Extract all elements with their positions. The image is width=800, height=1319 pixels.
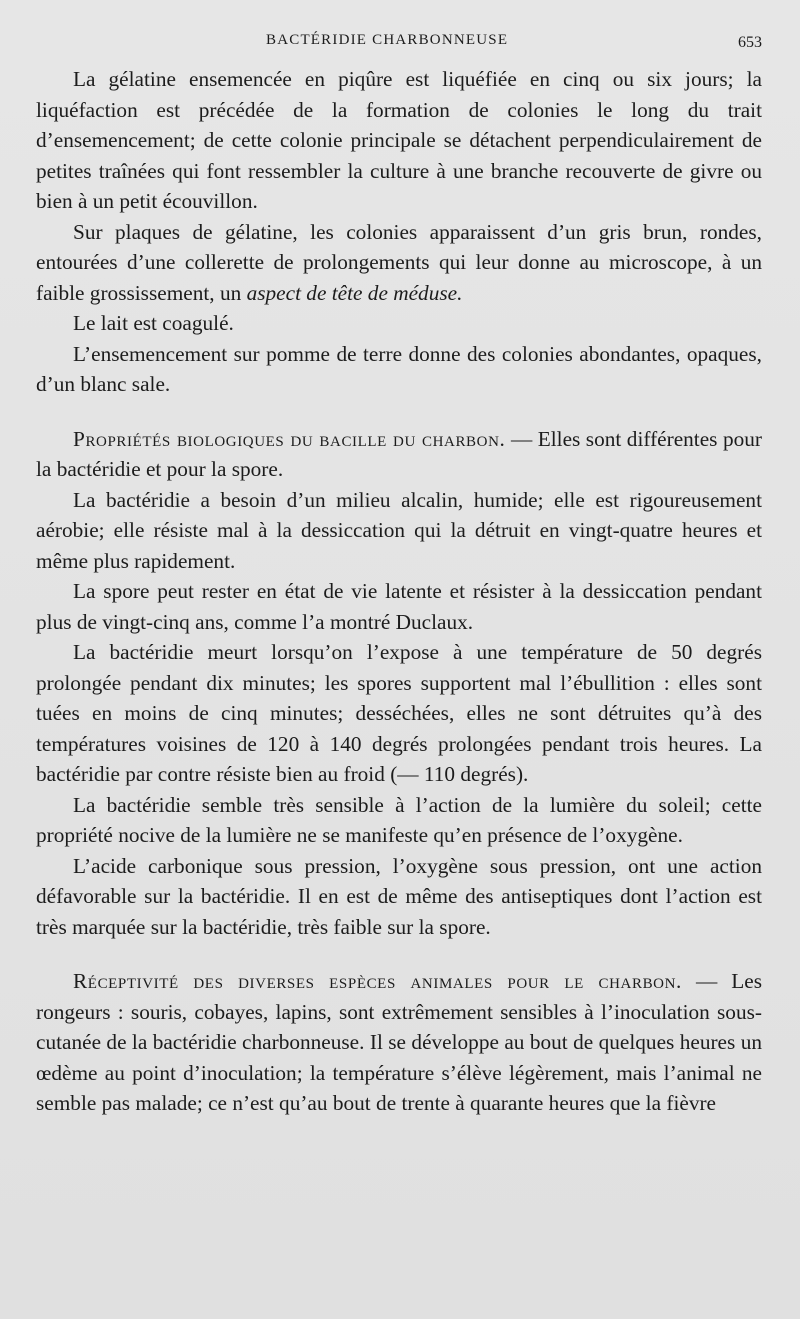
section-biological-properties: [36, 424, 762, 943]
page-number: 653: [738, 34, 762, 51]
paragraph-spore-latency: La spore peut rester en état de vie latente et résister à la dessiccation pendant plus de vingt-cinq ans, comme l’a montré Duclaux.: [36, 579, 762, 634]
paragraph-sunlight: La bactéridie semble très sensible à l’action de la lumière du soleil; cette propriété nocive de la lumière ne se manifeste qu’en présence de l’oxygène.: [36, 792, 762, 847]
heading-dash: —: [681, 969, 732, 993]
section-heading-receptivity: Réceptivité des diverses espèces animales pour le charbon.: [73, 969, 682, 993]
section-receptivity: [36, 966, 762, 1119]
section-properties-intro: [36, 424, 762, 485]
paragraph-gelatin-plates-text: Sur plaques de gélatine, les colonies apparaissent d’un gris brun, rondes, entourées d’une collerette de prolongements qui leur donne au microscope, à un faible grossissement, un: [36, 219, 762, 305]
emphasis-medusa-head: aspect de tête de méduse.: [246, 280, 463, 305]
paragraph-gelatin-plates: [36, 217, 762, 309]
paragraph-gelatin-stab: La gélatine ensemencée en piqûre est liquéfiée en cinq ou six jours; la liquéfaction est précédée de la formation de colonies le long du trait d’ensemencement; de cette colonie principale se détachent perpendiculairement de petites traînées qui font ressembler la culture à une branche recouverte de givre ou bien à un petit écouvillon.: [36, 67, 762, 213]
body-text: [36, 64, 762, 1119]
section-heading-biological-properties: Propriétés biologiques du bacille du charbon.: [73, 426, 506, 451]
paragraph-potato: L’ensemencement sur pomme de terre donne des colonies abondantes, opaques, d’un blanc sale.: [36, 341, 762, 396]
paragraph-milk: Le lait est coagulé.: [73, 311, 234, 335]
running-title: BACTÉRIDIE CHARBONNEUSE: [266, 32, 509, 48]
paragraph-temperature: La bactéridie meurt lorsqu’on l’expose à une température de 50 degrés prolongée pendant dix minutes; les spores supportent mal l’ébullition : elles sont tuées en moins de cinq minutes; desséchées, elles ne sont détruites qu’à des températures voisines de 120 à 140 degrés prolongées pendant trois heures. La bactéridie par contre résiste bien au froid (— 110 degrés).: [36, 640, 762, 786]
paragraph-carbonic-acid: L’acide carbonique sous pression, l’oxygène sous pression, ont une action défavorable sur la bactéridie. Il en est de même des antiseptiques dont l’action est très marquée sur la bactéridie, très faible sur la spore.: [36, 853, 762, 939]
page-header: [36, 26, 762, 56]
section-properties-lead: Elles sont différentes pour la bactéridie et pour la spore.: [36, 426, 762, 481]
heading-dash: —: [505, 426, 538, 451]
paragraph-alkaline-medium: La bactéridie a besoin d’un milieu alcalin, humide; elle est rigoureusement aérobie; elle résiste mal à la dessiccation qui la détruit en vingt-quatre heures et même plus rapidement.: [36, 487, 762, 573]
section-receptivity-lead: Les rongeurs : souris, cobayes, lapins, sont extrêmement sensibles à l’inoculation sous-cutanée de la bactéridie charbonneuse. Il se développe au bout de quelques heures un œdème au point d’inoculation; la température s’élève légèrement, mais l’animal ne semble pas malade; ce n’est qu’au bout de trente à quarante heures que la fièvre: [36, 969, 762, 1115]
section-receptivity-text: [36, 966, 762, 1119]
